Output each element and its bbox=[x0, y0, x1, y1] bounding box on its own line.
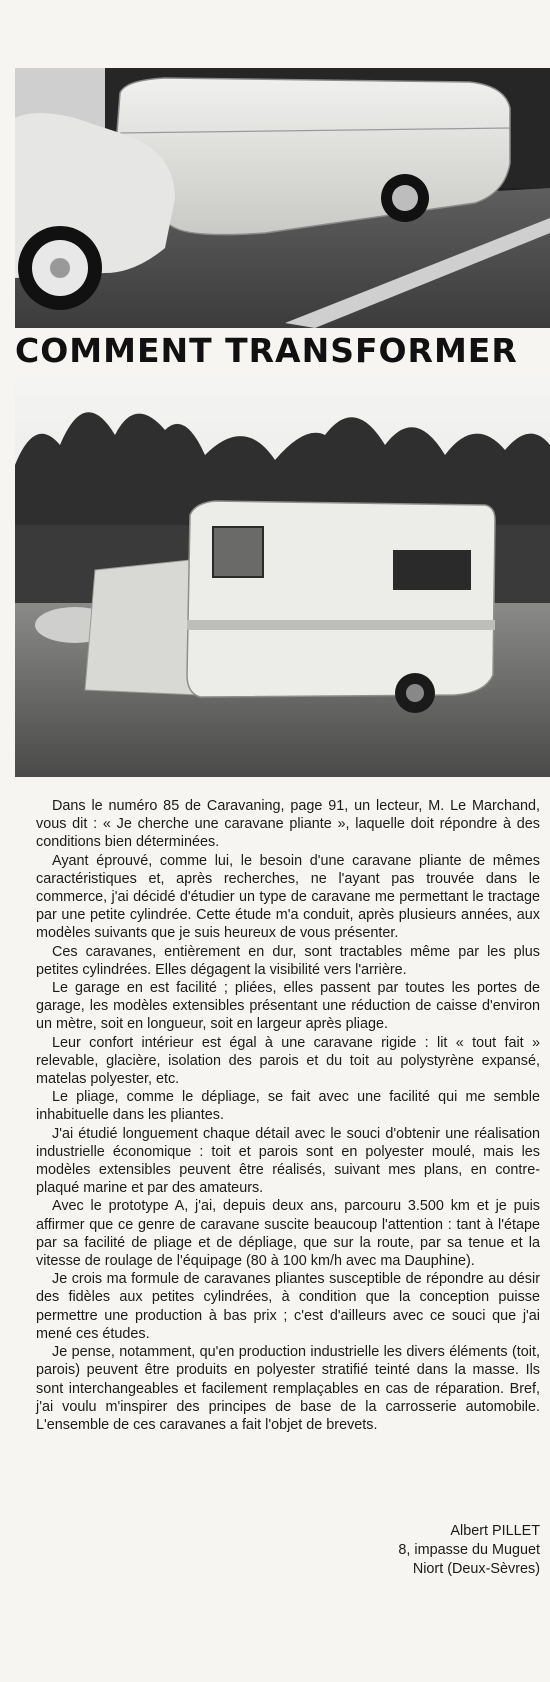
article-paragraph: Je pense, notamment, qu'en production industrielle les divers éléments (toit, parois) peuvent être produits en polyester stratifié teinté dans la masse. Ils sont interchangeables et facilement remplaçables en cas de réparation. Bref, j'ai voulu m'inspirer des principes de base de la carrosserie automobile. L'ensemble de ces caravanes a fait l'objet de brevets. bbox=[36, 1344, 540, 1433]
headline: COMMENT TRANSFORMER bbox=[15, 331, 518, 370]
author-city: Niort (Deux-Sèvres) bbox=[412, 1561, 540, 1577]
article-paragraph: Le garage en est facilité ; pliées, elles passent par toutes les portes de garage, les modèles extensibles présentant une réduction de caisse d'environ un mètre, soit en longueur, soit en largeur après pliage. bbox=[36, 980, 540, 1033]
article-body bbox=[36, 797, 540, 1434]
car-and-caravan-photo bbox=[15, 68, 550, 328]
author-name: Albert PILLET bbox=[450, 1523, 540, 1539]
article-paragraph: Avec le prototype A, j'ai, depuis deux ans, parcouru 3.500 km et je puis affirmer que ce genre de caravane suscite beaucoup l'attention : tant à l'étape par sa facilité de pliage et de dépliage, que sur la route, par sa tenue et la vitesse de roulage de l'équipage (80 à 100 km/h avec ma Dauphine). bbox=[36, 1198, 540, 1270]
author-address: 8, impasse du Muguet bbox=[398, 1542, 540, 1558]
article-paragraph: Le pliage, comme le dépliage, se fait avec une facilité qui me semble inhabituelle dans les pliantes. bbox=[36, 1089, 540, 1124]
author-signature bbox=[240, 1522, 540, 1579]
article-paragraph: Je crois ma formule de caravanes pliantes susceptible de répondre au désir des fidèles aux petites cylindrées, à condition que la conception puisse permettre une production à bas prix ; c'est d'ailleurs avec ce souci que j'ai mené ces études. bbox=[36, 1271, 540, 1342]
article-paragraph: Ayant éprouvé, comme lui, le besoin d'une caravane pliante de mêmes caractéristiques et, après recherches, ne l'ayant pas trouvée dans le commerce, j'ai décidé d'étudier un type de caravane me permettant le tractage par une petite cylindrée. Cette étude m'a conduit, après plusieurs années, aux modèles suivants que je suis heureux de vous présenter. bbox=[36, 852, 540, 942]
folding-caravan-prototype-photo bbox=[15, 375, 550, 777]
article-paragraph: Ces caravanes, entièrement en dur, sont tractables même par les plus petites cylindrées. Elles dégagent la visibilité vers l'arrière. bbox=[36, 943, 540, 978]
article-paragraph: J'ai étudié longuement chaque détail avec le souci d'obtenir une réalisation industrielle économique : toit et parois sont en polyester moulé, mais les modèles extensibles peuvent être réalisés, suivant mes plans, en contre-plaqué marine et par des amateurs. bbox=[36, 1125, 540, 1197]
article-paragraph: Dans le numéro 85 de Caravaning, page 91, un lecteur, M. Le Marchand, vous dit : « Je cherche une caravane pliante », laquelle doit répondre à des conditions bien déterminées. bbox=[36, 798, 540, 851]
article-paragraph: Leur confort intérieur est égal à une caravane rigide : lit « tout fait » relevable, glacière, isolation des parois et du toit au polystyrène expansé, matelas polyester, etc. bbox=[36, 1034, 540, 1088]
